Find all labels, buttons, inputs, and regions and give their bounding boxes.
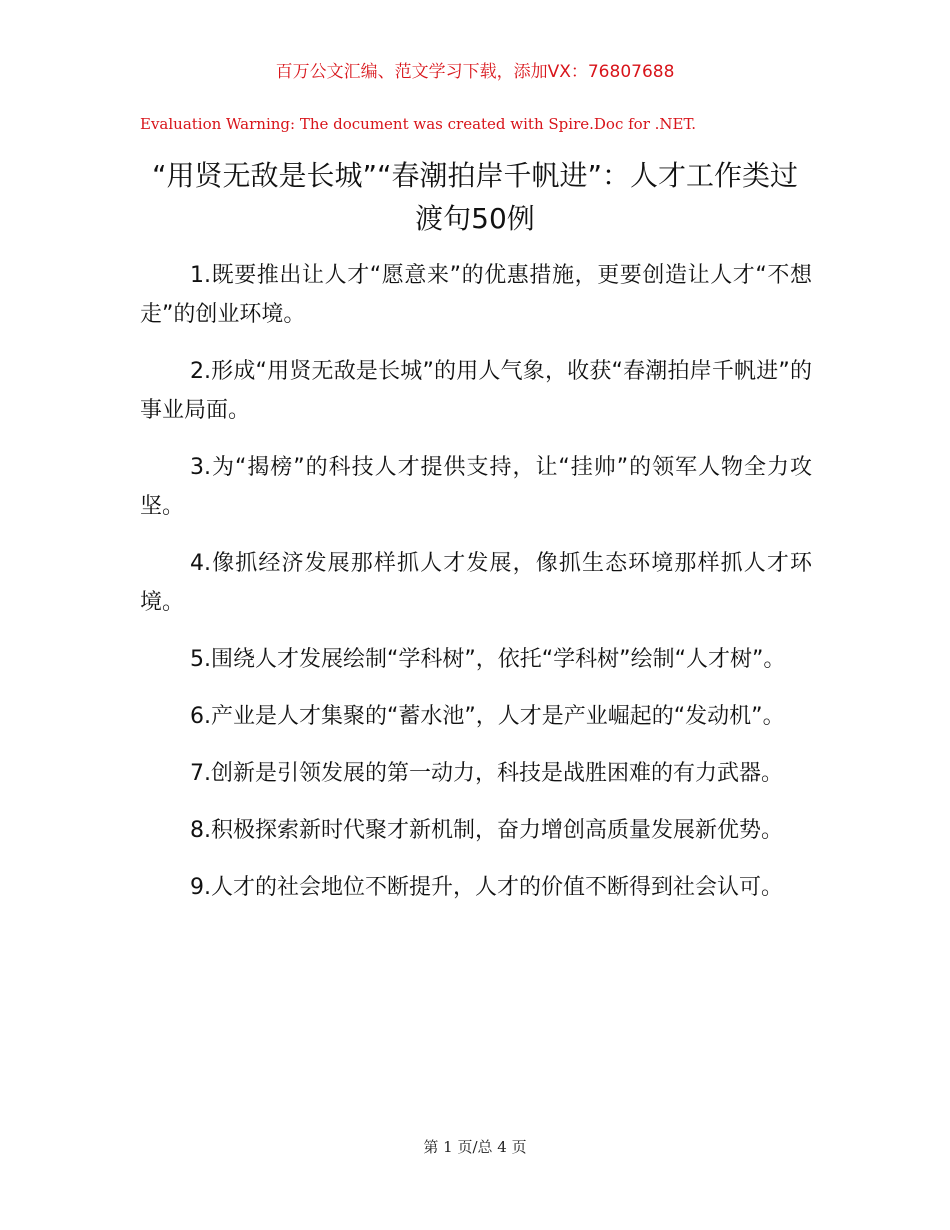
list-item: 7.创新是引领发展的第一动力，科技是战胜困难的有力武器。 [190, 761, 783, 786]
list-item: 3.为“揭榜”的科技人才提供支持，让“挂帅”的领军人物全力攻坚。 [140, 455, 812, 519]
list-item: 8.积极探索新时代聚才新机制，奋力增创高质量发展新优势。 [190, 818, 783, 843]
list-item: 1.既要推出让人才“愿意来”的优惠措施，更要创造让人才“不想走”的创业环境。 [140, 263, 812, 327]
header-ad-banner: 百万公文汇编、范文学习下载，添加VX：76807688 [275, 62, 675, 82]
transition-sentence-list [140, 256, 812, 925]
evaluation-warning: Evaluation Warning: The document was created with Spire.Doc for .NET. [140, 115, 697, 133]
page-number-footer: 第 1 页/总 4 页 [423, 1138, 527, 1156]
list-item: 6.产业是人才集聚的“蓄水池”，人才是产业崛起的“发动机”。 [190, 704, 785, 729]
document-title: “用贤无敌是长城”“春潮拍岸千帆进”：人才工作类过渡句50例 [151, 159, 799, 235]
list-item: 9.人才的社会地位不断提升，人才的价值不断得到社会认可。 [190, 875, 783, 900]
list-item: 4.像抓经济发展那样抓人才发展，像抓生态环境那样抓人才环境。 [140, 551, 812, 615]
list-item: 5.围绕人才发展绘制“学科树”，依托“学科树”绘制“人才树”。 [190, 647, 786, 672]
list-item: 2.形成“用贤无敌是长城”的用人气象，收获“春潮拍岸千帆进”的事业局面。 [140, 359, 812, 423]
